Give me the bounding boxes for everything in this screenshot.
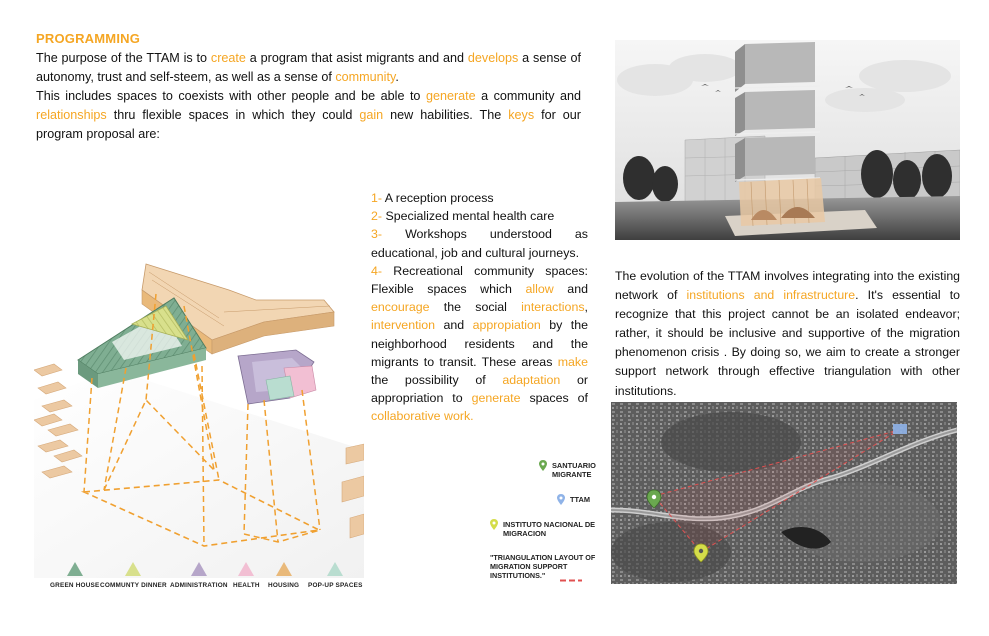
text-run: ,	[584, 300, 588, 315]
highlight-word: intervention	[371, 318, 436, 333]
location-pin-icon	[557, 494, 565, 505]
highlight-word: 3-	[371, 227, 383, 242]
highlight-word: 4-	[371, 263, 383, 278]
location-pin-icon	[539, 460, 547, 471]
intro-paragraph-2	[36, 87, 581, 144]
highlight-word: 1-	[371, 191, 383, 205]
ttam-marker-icon	[893, 424, 907, 434]
text-run: Recreational community spaces: Flexible spaces which	[371, 263, 588, 297]
map-legend-ttam	[557, 495, 617, 505]
highlight-word: generate	[425, 89, 476, 103]
highlight-word: 2-	[371, 209, 383, 224]
ttam-label: TTAM	[570, 495, 590, 504]
text-run: The evolution of the TTAM involves integrating into the existing network of	[615, 269, 960, 303]
text-run: or appropriation to	[371, 373, 588, 406]
highlight-word: allow	[525, 282, 554, 297]
highlight-word: adaptation	[502, 373, 561, 388]
text-run: thru flexible spaces in which they could	[106, 108, 360, 122]
axonometric-program-diagram	[34, 250, 364, 578]
intro-text	[36, 49, 581, 144]
text-run: a program that asist migrants and and	[245, 51, 468, 65]
text-run: spaces of	[520, 391, 588, 406]
tower-render-image	[615, 40, 960, 240]
text-run: Specialized mental health care	[382, 209, 555, 224]
text-run: and	[553, 282, 588, 297]
text-run: A reception process	[382, 191, 494, 205]
inm-label: INSTITUTO NACIONAL DE MIGRACION	[503, 520, 596, 538]
section-heading: PROGRAMMING	[36, 31, 141, 46]
highlight-word: relationships	[36, 108, 107, 122]
legend-item-administration: ADMINISTRATION	[170, 562, 228, 589]
text-run: Workshops understood as educational, job and cultural journeys.	[371, 227, 588, 260]
legend-item-pop-up-spaces: POP-UP SPACES	[308, 562, 363, 589]
highlight-word: community	[335, 70, 396, 84]
highlight-word: develops	[467, 51, 519, 65]
highlight-word: generate	[471, 391, 521, 406]
text-run: for our program proposal are:	[36, 108, 582, 141]
triangulation-caption: "TRIANGULATION LAYOUT OF MIGRATION SUPPORT INSTITUTIONS."	[490, 553, 596, 580]
triangulation-aerial-map	[611, 402, 957, 584]
highlight-word: keys	[508, 108, 535, 122]
text-run: This includes spaces to coexists with other people and be able to	[36, 89, 426, 103]
highlight-word: create	[210, 51, 246, 65]
highlight-word: interactions	[521, 300, 585, 315]
triangle-icon	[191, 562, 207, 576]
location-pin-icon	[490, 519, 498, 530]
santuario-label: SANTUARIO MIGRANTE	[552, 461, 596, 479]
legend-item-housing: HOUSING	[268, 562, 299, 589]
map-legend-santuario	[539, 461, 609, 479]
legend-item-health: HEALTH	[233, 562, 260, 589]
triangle-icon	[125, 562, 141, 576]
text-run: the social	[429, 300, 522, 315]
triangle-icon	[238, 562, 254, 576]
text-run: . It's essential to recognize that this project cannot be an isolated endeavor; rather, it should be inclusive and supportive of the migration phenomenon crisis . By doing so, we aim to create a stronger support network through effective triangulation with other institutions.	[615, 288, 960, 398]
text-run: .	[395, 70, 399, 84]
map-legend-inm	[490, 520, 608, 538]
evolution-paragraph	[615, 267, 960, 401]
highlight-word: collaborative work.	[371, 409, 474, 424]
text-run: new habilities. The	[383, 108, 509, 122]
legend-item-community-dinner: COMMUNTY DINNER	[100, 562, 167, 589]
evolution-text	[615, 267, 960, 401]
program-keys-list	[371, 189, 588, 426]
triangle-icon	[276, 562, 292, 576]
key-item-1	[371, 189, 588, 207]
text-run: The purpose of the TTAM is to	[36, 51, 211, 65]
triangle-icon	[67, 562, 83, 576]
highlight-word: institutions and infrastructure	[686, 288, 856, 303]
key-item-4	[371, 262, 588, 426]
text-run: a sense of autonomy, trust and self-steem, as well as a sense of	[36, 51, 581, 84]
key-item-3	[371, 225, 588, 261]
triangle-icon	[327, 562, 343, 576]
text-run: by the neighborhood residents and the migrants to transit. These areas	[371, 318, 588, 369]
key-item-2	[371, 207, 588, 225]
program-legend	[0, 562, 370, 592]
intro-paragraph-1	[36, 49, 581, 87]
legend-item-green-house: GREEN HOUSE	[50, 562, 99, 589]
triangulation-line-icon	[560, 579, 582, 582]
highlight-word: appropiation	[472, 318, 541, 333]
text-run: and	[435, 318, 473, 333]
highlight-word: encourage	[371, 300, 430, 315]
text-run: the possibility of	[371, 373, 503, 388]
highlight-word: gain	[359, 108, 384, 122]
text-run: a community and	[475, 89, 582, 103]
highlight-word: make	[557, 354, 588, 369]
